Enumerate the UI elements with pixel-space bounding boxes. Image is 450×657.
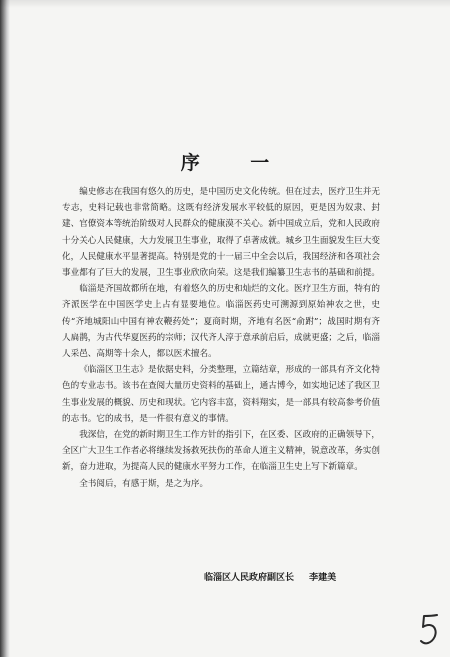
paragraph: 编史修志在我国有悠久的历史，是中国历史文化传统。但在过去，医疗卫生并无专志，史料记载也非常简略。这既有经济发展水平较低的原因，更是因为奴隶、封建、官僚资本等统治阶级对人民群众的健康漠不关心。新中国成立后，党和人民政府十分关心人民健康，大力发展卫生事业，取得了卓著成就。城乡卫生面貌发生巨大变化，人民健康水平显著提高。特别是党的十一届三中全会以后，我国经济和各项社会事业都有了巨大的发展，卫生事业欣欣向荣。这是我们编纂卫生志书的基础和前提。 <box>62 187 380 279</box>
signature <box>204 570 404 583</box>
handwritten-page-number <box>418 612 442 648</box>
paragraph: 临淄是齐国故都所在地，有着悠久的历史和灿烂的文化。医疗卫生方面，特有的齐派医学在中国医学史上占有显要地位。临淄医药史可溯源到原始神农之世，史传“齐地城阳山中国有神农鞭药处”；夏商时期，齐地有名医“俞跗”；战国时期有齐人扁鹊，为古代华夏医药的宗师；汉代齐人淳于意承前启后，成就更盛；之后，临淄人采邑、高期等十余人，都以医术擅名。 <box>62 284 380 360</box>
binding-shadow <box>0 0 10 657</box>
signature-title: 临淄区人民政府副区长 <box>204 573 295 583</box>
signature-name: 李建美 <box>309 573 337 583</box>
paragraph: 《临淄区卫生志》是依据史料，分类整理，立篇结章，形成的一部具有齐文化特色的专业志书。该书在查阅大量历史资料的基础上，通古博今，如实地记述了我区卫生事业发展的概貌、历史和现状。它内容丰富，资料翔实，是一部具有较高参考价值的志书。它的成书，是一件很有意义的事情。 <box>62 365 380 424</box>
paragraph: 全书阅后，有感于斯，是之为序。 <box>79 478 209 489</box>
preface-body <box>62 184 380 492</box>
paragraph: 我深信，在党的新时期卫生工作方针的指引下，在区委、区政府的正确领导下，全区广大卫生工作者必将继续发扬救死扶伤的革命人道主义精神，锐意改革，务实创新，奋力进取，为提高人民的健康水平努力工作，在临淄卫生史上写下新篇章。 <box>62 430 380 473</box>
scan-shadow <box>0 0 450 8</box>
page-title: 序 一 <box>180 152 292 174</box>
